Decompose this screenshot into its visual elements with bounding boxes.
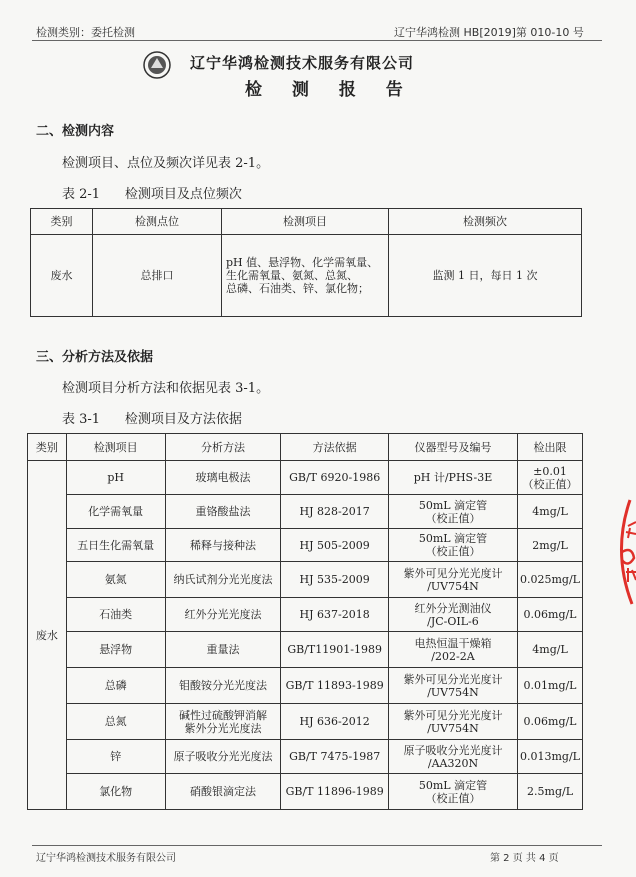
table3-row [28, 668, 583, 704]
table3-instrument-line: 紫外可见分光光度计 [403, 566, 503, 580]
table2-items [222, 235, 389, 317]
red-seal-stamp-icon [608, 498, 636, 606]
table3-instrument-line: /UV754N [427, 685, 479, 699]
table3-method-line: 原子吸收分光光度法 [173, 750, 273, 763]
table3-limit-line: 0.06mg/L [523, 715, 577, 728]
table3-standard: HJ 637-2018 [281, 598, 389, 632]
table2-location: 总排口 [93, 235, 222, 317]
table3-method [165, 461, 281, 495]
table3-instrument-line: （校正值） [425, 791, 481, 805]
table3-limit [518, 598, 583, 632]
footer-company: 辽宁华鸿检测技术服务有限公司 [36, 853, 176, 864]
table3-instrument-line: 50mL 滴定管 [418, 498, 488, 512]
table3-standard: HJ 505-2009 [281, 529, 389, 562]
header-report-number: 辽宁华鸿检测 HB[2019]第 010-10 号 [394, 26, 584, 39]
header-category: 检测类别：委托检测 [36, 26, 135, 39]
table3-instrument-line: （校正值） [425, 511, 481, 525]
table3-instrument [388, 668, 517, 704]
table3-method-line: 重铬酸盐法 [195, 505, 251, 518]
table3-row [28, 704, 583, 740]
table3-header-limit: 检出限 [518, 434, 583, 461]
table3-row [28, 774, 583, 810]
table3-standard: GB/T 11896-1989 [281, 774, 389, 810]
footer-rule [32, 845, 602, 846]
table3-instrument [388, 632, 517, 668]
table3-method-line: 红外分光光度法 [184, 608, 262, 621]
table3-row [28, 632, 583, 668]
table3-item: 锌 [66, 740, 165, 774]
table2-header-category: 类别 [31, 209, 93, 235]
table3-method [165, 495, 281, 529]
table3-instrument [388, 774, 517, 810]
company-logo-icon [142, 50, 172, 80]
table3-standard: GB/T 11893-1989 [281, 668, 389, 704]
report-title: 检 测 报 告 [245, 80, 415, 100]
table2-frequency: 监测 1 日，每日 1 次 [389, 235, 582, 317]
table3-method [165, 668, 281, 704]
table3-limit-line: 4mg/L [532, 505, 568, 518]
table3-item: 五日生化需氧量 [66, 529, 165, 562]
table3-limit-line: ±0.01 [533, 464, 567, 478]
table3-instrument-line: /JC-OIL-6 [427, 614, 479, 628]
table3-item: 化学需氧量 [66, 495, 165, 529]
table3-standard: GB/T11901-1989 [281, 632, 389, 668]
table3-item: 悬浮物 [66, 632, 165, 668]
table3-row [28, 598, 583, 632]
table2-items-line: 总磷、石油类、锌、氯化物； [226, 282, 369, 295]
table3-limit-line: 0.013mg/L [520, 750, 580, 763]
header-rule [32, 40, 602, 41]
table3-limit-line: 2.5mg/L [527, 785, 573, 798]
table3-instrument-line: 紫外可见分光光度计 [403, 672, 503, 686]
table3-method-line: 重量法 [206, 643, 240, 656]
table3-limit [518, 668, 583, 704]
table3-instrument-line: /UV754N [427, 721, 479, 735]
table3-header-category: 类别 [28, 434, 67, 461]
table3-instrument [388, 495, 517, 529]
table3-instrument-line: （校正值） [425, 545, 481, 558]
table3-row [28, 740, 583, 774]
table2-caption: 表 2-1 检测项目及点位频次 [62, 187, 242, 202]
footer-page-number: 第 2 页 共 4 页 [490, 853, 559, 864]
table3-limit-line: （校正值） [522, 477, 578, 491]
table3-method-line: 玻璃电极法 [195, 471, 251, 484]
table3-instrument-line: 红外分光测油仪 [414, 601, 492, 615]
table2-header-frequency: 检测频次 [389, 209, 582, 235]
table3-instrument [388, 740, 517, 774]
table3-limit [518, 562, 583, 598]
table3-instrument [388, 529, 517, 562]
table-3-1 [27, 433, 583, 810]
table3-row [28, 529, 583, 562]
table3-standard: HJ 535-2009 [281, 562, 389, 598]
table3-standard: GB/T 7475-1987 [281, 740, 389, 774]
table3-row [28, 562, 583, 598]
table3-instrument-line: 电热恒温干燥箱 [414, 636, 492, 650]
table3-method [165, 774, 281, 810]
table3-method [165, 529, 281, 562]
table3-header-instrument: 仪器型号及编号 [388, 434, 517, 461]
table3-limit-line: 0.025mg/L [520, 573, 580, 586]
table3-row [28, 461, 583, 495]
table3-method-line: 稀释与接种法 [190, 538, 257, 552]
table3-instrument [388, 704, 517, 740]
table3-instrument-line: /AA320N [427, 756, 479, 770]
table3-header-standard: 方法依据 [281, 434, 389, 461]
table3-limit [518, 774, 583, 810]
table3-instrument-line: pH 计/PHS-3E [413, 471, 493, 484]
table3-instrument-line: /202-2A [431, 649, 475, 663]
table3-instrument-line: 原子吸收分光光度计 [403, 743, 503, 757]
table3-limit-line: 0.01mg/L [523, 679, 577, 692]
table3-instrument [388, 461, 517, 495]
section2-heading: 二、检测内容 [36, 124, 115, 139]
table3-standard: HJ 828-2017 [281, 495, 389, 529]
table3-limit-line: 0.06mg/L [523, 608, 577, 621]
table3-method-line: 纳氏试剂分光光度法 [173, 573, 273, 586]
table3-category: 废水 [28, 461, 67, 810]
table3-standard: HJ 636-2012 [281, 704, 389, 740]
table3-limit-line: 2mg/L [532, 538, 568, 552]
table3-instrument [388, 598, 517, 632]
table3-limit [518, 495, 583, 529]
table2-items-line: pH 值、悬浮物、化学需氧量、 [226, 256, 379, 269]
section3-heading: 三、分析方法及依据 [36, 350, 154, 365]
table3-standard: GB/T 6920-1986 [281, 461, 389, 495]
table3-limit [518, 740, 583, 774]
table3-header-item: 检测项目 [66, 434, 165, 461]
table3-instrument-line: /UV754N [427, 579, 479, 593]
table3-method-line: 硝酸银滴定法 [190, 785, 257, 798]
table3-header-method: 分析方法 [165, 434, 281, 461]
table3-instrument-line: 紫外可见分光光度计 [403, 708, 503, 722]
table3-method [165, 632, 281, 668]
section2-text: 检测项目、点位及频次详见表 2-1。 [62, 156, 270, 171]
table3-row [28, 495, 583, 529]
table3-item: 氯化物 [66, 774, 165, 810]
table3-item: 总氮 [66, 704, 165, 740]
table3-instrument-line: 50mL 滴定管 [418, 778, 488, 792]
table3-method [165, 740, 281, 774]
table3-item: 氨氮 [66, 562, 165, 598]
table-2-1 [30, 208, 582, 317]
table2-header-items: 检测项目 [222, 209, 389, 235]
table3-instrument [388, 562, 517, 598]
table3-method-line: 钼酸铵分光光度法 [179, 679, 268, 692]
table2-category: 废水 [31, 235, 93, 317]
table2-header-location: 检测点位 [93, 209, 222, 235]
table3-item: 总磷 [66, 668, 165, 704]
table3-limit [518, 529, 583, 562]
table3-method [165, 704, 281, 740]
table2-items-line: 生化需氧量、氨氮、总氮、 [226, 269, 358, 282]
table3-limit-line: 4mg/L [532, 643, 568, 656]
table3-method-line: 紫外分光光度法 [184, 721, 262, 735]
company-name: 辽宁华鸿检测技术服务有限公司 [190, 54, 415, 72]
table3-method [165, 598, 281, 632]
table3-caption: 表 3-1 检测项目及方法依据 [62, 412, 242, 427]
table3-method [165, 562, 281, 598]
table3-method-line: 碱性过硫酸钾消解 [179, 708, 268, 722]
table3-instrument-line: 50mL 滴定管 [418, 532, 488, 545]
section3-text: 检测项目分析方法和依据见表 3-1。 [62, 381, 270, 396]
table3-item: pH [66, 461, 165, 495]
table3-limit [518, 461, 583, 495]
table3-limit [518, 632, 583, 668]
table3-item: 石油类 [66, 598, 165, 632]
table3-limit [518, 704, 583, 740]
